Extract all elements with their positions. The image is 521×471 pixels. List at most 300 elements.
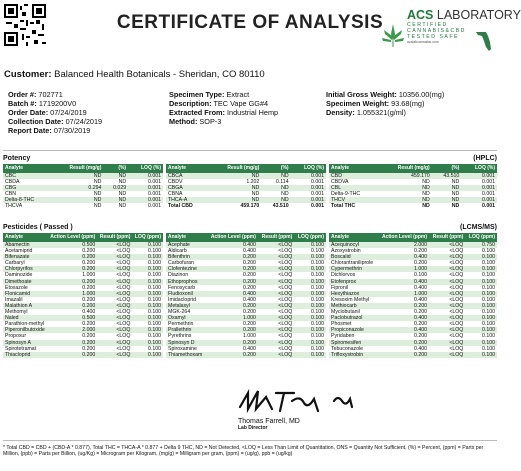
meta-label: Order Date: [8,108,49,117]
value-cell: 0.100 [311,345,324,352]
value-cell: <LOQ [449,345,464,352]
value-cell: <LOQ [258,327,294,333]
analyte-cell: Piperonilbutoxide [3,327,48,333]
value-cell: <LOQ [97,303,132,309]
analyte-cell: Thiacloprid [3,352,48,358]
value-cell: 0.400 [206,242,258,248]
value-cell: 0.100 [294,315,326,321]
value-cell: 0.200 [82,296,96,303]
potency-table-2 [166,164,326,210]
value-cell: 0.500 [48,315,98,321]
analyte-cell: Total CBD [168,203,193,210]
value-cell: <LOQ [429,327,465,333]
meta-value: 1.055321(g/ml) [354,108,406,117]
column-header: Analyte [3,233,48,242]
value-cell: 0.100 [311,296,324,303]
value-cell: ND [432,185,462,191]
column-header: (%) [103,164,128,173]
value-cell: 0.100 [482,333,495,340]
divider [3,150,497,151]
analyte-cell: Myclobutanil [331,309,360,316]
column-header: Result (ppm) [429,233,465,242]
value-cell: 1.000 [377,291,429,297]
value-cell: ND [118,203,127,210]
pesticides-section-header [3,224,497,231]
value-cell: ND [103,197,128,203]
value-cell: 0.100 [465,303,497,309]
weight-info [326,90,444,117]
value-cell: 0.100 [465,340,497,346]
value-cell: 0.100 [148,296,161,303]
value-cell: 0.100 [148,260,161,267]
analyte-cell: Spiromesifen [329,340,377,346]
value-cell: 0.100 [148,309,161,316]
meta-row [326,108,444,117]
analyte-cell: Delta-9-THC [331,191,361,198]
analyte-cell: Fenoxycarb [168,284,196,291]
analyte-cell: Acequinocyl [329,242,377,248]
value-cell: 43.510 [272,203,289,210]
meta-row [8,108,102,117]
table-row [3,203,163,209]
column-header: Result (mg/g) [208,164,261,173]
analyte-cell: CBDA [5,179,20,186]
value-cell: 0.200 [82,321,96,328]
potency-table-3 [329,164,497,210]
value-cell: ND [451,191,460,198]
value-cell: 0.001 [128,185,163,191]
analyte-cell: THCA-A [166,197,208,203]
value-cell: 1.000 [206,315,258,321]
value-cell: 0.400 [377,315,429,321]
value-cell: <LOQ [278,284,293,291]
column-header: LOQ (%) [291,164,326,173]
pesticides-table-2 [166,233,326,358]
value-cell: 0.100 [294,327,326,333]
analyte-cell: Bifenazate [3,254,48,260]
value-cell: 0.400 [414,284,427,291]
analyte-cell: Methomyl [5,309,28,316]
value-cell: <LOQ [278,321,293,328]
column-header: LOQ (ppm) [132,233,163,242]
value-cell: <LOQ [116,309,131,316]
value-cell: <LOQ [278,272,293,279]
value-cell: ND [118,191,127,198]
analyte-cell: Naled [3,315,48,321]
meta-row [326,99,444,108]
analyte-cell: Pyridaben [331,333,355,340]
value-cell: ND [261,197,290,203]
value-cell: 0.400 [414,296,427,303]
value-cell: 0.400 [242,296,256,303]
column-header: LOQ (%) [461,164,497,173]
value-cell: <LOQ [429,266,465,272]
value-cell: 459.170 [378,173,431,179]
value-cell: 0.200 [82,260,96,267]
potency-method: (HPLC) [473,155,497,162]
meta-value: 93.68(mg) [389,99,425,108]
value-cell: <LOQ [449,309,464,316]
value-cell: 0.100 [148,333,161,340]
value-cell: ND [118,179,127,186]
value-cell: 0.001 [311,179,324,186]
value-cell: 0.100 [132,340,163,346]
value-cell: 0.100 [414,272,427,279]
analyte-cell: Bifenthrin [166,254,206,260]
value-cell: 1.202 [246,179,260,186]
value-cell: <LOQ [429,279,465,285]
value-cell: 0.200 [82,345,96,352]
value-cell: 0.100 [482,345,495,352]
analyte-cell: Paclobutrazol [329,315,377,321]
value-cell: <LOQ [258,254,294,260]
meta-row [8,90,102,99]
value-cell: 0.200 [82,248,96,255]
analyte-cell: Carbaryl [5,260,25,267]
value-cell: 1.000 [377,266,429,272]
analyte-cell: Flonicamid [3,291,48,297]
logo-url: acslabcannabis.com [407,40,439,44]
value-cell: 0.100 [465,266,497,272]
signatory-name: Thomas Farrell, MD [238,418,300,425]
value-cell: 0.001 [482,179,495,186]
value-cell: 0.100 [132,352,163,358]
meta-value: 10356.00(mg) [396,90,445,99]
analyte-cell: Acetamiprid [5,248,33,255]
analyte-cell: Etoxazole [5,284,28,291]
value-cell: 0.001 [311,203,324,210]
meta-row [8,117,102,126]
value-cell: 0.100 [148,321,161,328]
value-cell: <LOQ [116,333,131,340]
analyte-cell: CBG [3,185,51,191]
value-cell: 0.100 [482,321,495,328]
analyte-cell: Aldicarb [168,248,187,255]
value-cell: 0.100 [294,279,326,285]
value-cell: 0.200 [206,279,258,285]
value-cell: <LOQ [97,254,132,260]
customer-label: Customer: [4,69,52,80]
value-cell: 0.001 [148,191,161,198]
value-cell: <LOQ [258,352,294,358]
value-cell: 0.001 [148,203,161,210]
analyte-cell: Delta-8-THC [3,197,51,203]
analyte-cell: Kresoxim Methyl [331,296,370,303]
value-cell: 0.001 [482,203,495,210]
value-cell: <LOQ [258,291,294,297]
value-cell: 0.100 [294,266,326,272]
column-header: LOQ (ppm) [465,233,497,242]
value-cell: 43.510 [432,173,462,179]
value-cell: ND [451,179,460,186]
value-cell: 0.200 [242,321,256,328]
value-cell: 2.000 [48,327,98,333]
column-header: Result (ppm) [97,233,132,242]
value-cell: ND [208,197,261,203]
value-cell: 0.100 [148,284,161,291]
value-cell: <LOQ [429,340,465,346]
value-cell: ND [51,173,103,179]
value-cell: 0.100 [311,333,324,340]
value-cell: 0.200 [48,266,98,272]
value-cell: <LOQ [278,248,293,255]
value-cell: 0.100 [132,279,163,285]
value-cell: 0.200 [82,333,96,340]
value-cell: 0.200 [82,284,96,291]
pesticides-method: (LCMS/MS) [460,224,497,231]
value-cell: <LOQ [258,242,294,248]
analyte-cell: Tebuconazole [331,345,364,352]
column-header: (%) [261,164,290,173]
value-cell: <LOQ [449,296,464,303]
value-cell: 0.100 [132,266,163,272]
meta-value: 1719200V0 [36,99,77,108]
analyte-cell: Prallethrin [166,327,206,333]
value-cell: ND [422,179,430,186]
value-cell: <LOQ [278,333,293,340]
column-header: Analyte [329,164,378,173]
value-cell: 0.001 [482,191,495,198]
value-cell: 0.200 [242,284,256,291]
value-cell: 2.000 [377,242,429,248]
analyte-cell: Thiamethoxam [166,352,206,358]
meta-label: Description: [169,99,212,108]
analyte-cell: Boscalid [329,254,377,260]
value-cell: 0.100 [294,340,326,346]
value-cell: 0.400 [377,279,429,285]
value-cell: 0.100 [465,352,497,358]
analyte-cell: THCVA [5,203,23,210]
value-cell: <LOQ [116,296,131,303]
meta-label: Extracted From: [169,108,225,117]
value-cell: 0.001 [291,185,326,191]
value-cell: ND [261,185,290,191]
value-cell: 0.400 [377,254,429,260]
value-cell: 0.200 [206,327,258,333]
analyte-cell: Methiocarb [329,303,377,309]
pesticides-table-3 [329,233,497,358]
analyte-cell: Propoxur [5,333,27,340]
value-cell: 0.200 [242,260,256,267]
value-cell: 0.400 [82,309,96,316]
value-cell: <LOQ [116,272,131,279]
value-cell: <LOQ [449,248,464,255]
value-cell: 0.100 [482,309,495,316]
value-cell: 0.100 [311,321,324,328]
value-cell: 0.200 [377,303,429,309]
value-cell: <LOQ [429,303,465,309]
value-cell: 0.200 [48,340,98,346]
analyte-cell: Diazinon [168,272,189,279]
analyte-cell: CBCA [166,173,208,179]
analyte-cell: Metalaxyl [166,303,206,309]
value-cell: <LOQ [429,315,465,321]
potency-table-1 [3,164,163,210]
meta-value: TEC Vape GG#4 [211,99,269,108]
analyte-cell: Oxamyl [166,315,206,321]
value-cell: 0.200 [206,352,258,358]
value-cell: 0.001 [461,185,497,191]
analyte-cell: Etofenprox [329,279,377,285]
logo-line1: CERTIFIED [407,22,448,28]
meta-label: Specimen Type: [169,90,225,99]
meta-row [8,99,102,108]
analyte-cell: Chlorantraniliprole [331,260,374,267]
logo-brand: ACS [407,8,434,22]
value-cell: 0.400 [242,248,256,255]
value-cell: 0.029 [103,185,128,191]
table-row [166,352,326,358]
meta-value: SOP-3 [197,117,222,126]
value-cell: ND [208,173,261,179]
value-cell: 0.200 [206,303,258,309]
value-cell: 0.200 [48,279,98,285]
value-cell: ND [93,203,102,210]
value-cell: <LOQ [97,266,132,272]
signatory [238,418,300,431]
value-cell: ND [103,173,128,179]
footnote: * Total CBD = CBD + (CBD-A * 0.877), Total THC = THCA-A * 0.877 + Delta 9 THC, ND = Not Detected, <LOQ = Less Than Limit of Quantitation, ONS = Quantity Not Sufficient, (%) = Percent, (ppm) = Parts per Million, (ppb) = Parts per Billion, (ug/Kg) = Microgram per Kilogram, (mg/g) = Milligram per gram, (ppm) = (ug/g), ppb = (ug/kg) [3,445,484,458]
footer-divider [3,440,497,441]
column-header: Result (ppm) [258,233,294,242]
value-cell: <LOQ [97,352,132,358]
meta-value: Industrial Hemp [224,108,279,117]
value-cell: <LOQ [429,242,465,248]
analyte-cell: Permethrin [168,321,194,328]
value-cell: ND [51,197,103,203]
director-signature [234,387,364,415]
table-row [329,352,497,358]
analyte-cell: Dichlorvos [331,272,356,279]
analyte-cell: Propiconazole [329,327,377,333]
value-cell: <LOQ [278,309,293,316]
meta-label: Collection Date: [8,117,64,126]
value-cell: 0.001 [128,197,163,203]
analyte-cell: CBL [329,185,378,191]
value-cell: 0.100 [294,242,326,248]
value-cell: 0.100 [482,260,495,267]
analyte-cell: Imidacloprid [168,296,196,303]
value-cell: <LOQ [449,272,464,279]
value-cell: 0.100 [132,315,163,321]
table-row [3,352,163,358]
analyte-cell: CBN [5,191,16,198]
analyte-cell: Daminozide [5,272,33,279]
meta-label: Specimen Weight: [326,99,390,108]
column-header: LOQ (%) [128,164,163,173]
value-cell: <LOQ [116,345,131,352]
value-cell: <LOQ [258,315,294,321]
analyte-cell: Total THC [331,203,356,210]
analyte-cell: Clofentezine [166,266,206,272]
analyte-cell: Acephate [166,242,206,248]
analyte-cell: CBGA [166,185,208,191]
value-cell: <LOQ [116,321,131,328]
value-cell: 0.100 [465,254,497,260]
value-cell: <LOQ [258,279,294,285]
analyte-cell: CBNA [168,191,183,198]
column-header: Analyte [166,233,206,242]
column-header: Analyte [329,233,377,242]
value-cell: <LOQ [97,327,132,333]
table-row [166,203,326,209]
value-cell: <LOQ [97,291,132,297]
analyte-cell: Cypermethrin [329,266,377,272]
analyte-cell: Spinosyn A [3,340,48,346]
lab-logo [380,8,521,58]
value-cell: <LOQ [97,340,132,346]
value-cell: 0.100 [482,272,495,279]
analyte-cell: Malathion A [3,303,48,309]
value-cell: 0.100 [311,272,324,279]
analyte-cell: Trifloxystrobin [329,352,377,358]
meta-row [169,117,278,126]
analyte-cell: Fipronil [331,284,349,291]
signatory-title: Lab Director [238,425,268,431]
meta-label: Initial Gross Weight: [326,90,397,99]
meta-value: 07/24/2019 [63,117,103,126]
analyte-cell: Spiroxamine [168,345,197,352]
customer-line [4,69,265,80]
value-cell: 0.200 [48,254,98,260]
value-cell: 0.100 [294,352,326,358]
value-cell: 0.100 [482,284,495,291]
meta-label: Order #: [8,90,37,99]
logo-line2: CANNABIS&CBD [407,28,466,34]
potency-title: Potency [3,155,31,162]
value-cell: ND [422,203,430,210]
value-cell: 0.100 [132,303,163,309]
value-cell: ND [208,185,261,191]
cannabis-leaf-icon [382,24,404,48]
value-cell: <LOQ [278,296,293,303]
value-cell: 0.100 [132,291,163,297]
potency-section-header [3,155,497,162]
value-cell: <LOQ [429,254,465,260]
value-cell: 0.100 [482,296,495,303]
value-cell: 0.100 [148,248,161,255]
meta-row [8,126,102,135]
analyte-cell: THCV [329,197,378,203]
value-cell: 0.001 [148,179,161,186]
pesticides-table-1 [3,233,163,358]
value-cell: 0.100 [311,260,324,267]
analyte-cell: Fludioxonil [166,291,206,297]
value-cell: <LOQ [97,279,132,285]
value-cell: 0.100 [311,284,324,291]
column-header: Action Level (ppm) [48,233,98,242]
analyte-cell: Parathion-methyl [5,321,45,328]
value-cell: 0.100 [465,315,497,321]
value-cell: 0.200 [206,254,258,260]
value-cell: <LOQ [278,345,293,352]
value-cell: <LOQ [449,321,464,328]
value-cell: <LOQ [278,260,293,267]
value-cell: 0.200 [414,333,427,340]
meta-value: 702771 [36,90,63,99]
value-cell: ND [93,191,102,198]
value-cell: <LOQ [258,266,294,272]
value-cell: 0.294 [51,185,103,191]
value-cell: 0.100 [294,254,326,260]
value-cell: ND [422,191,430,198]
value-cell: 0.200 [414,321,427,328]
analyte-cell: Ethoprophos [166,279,206,285]
value-cell: 459.170 [240,203,260,210]
value-cell: <LOQ [97,315,132,321]
value-cell: ND [432,197,462,203]
florida-map-icon [476,30,492,52]
